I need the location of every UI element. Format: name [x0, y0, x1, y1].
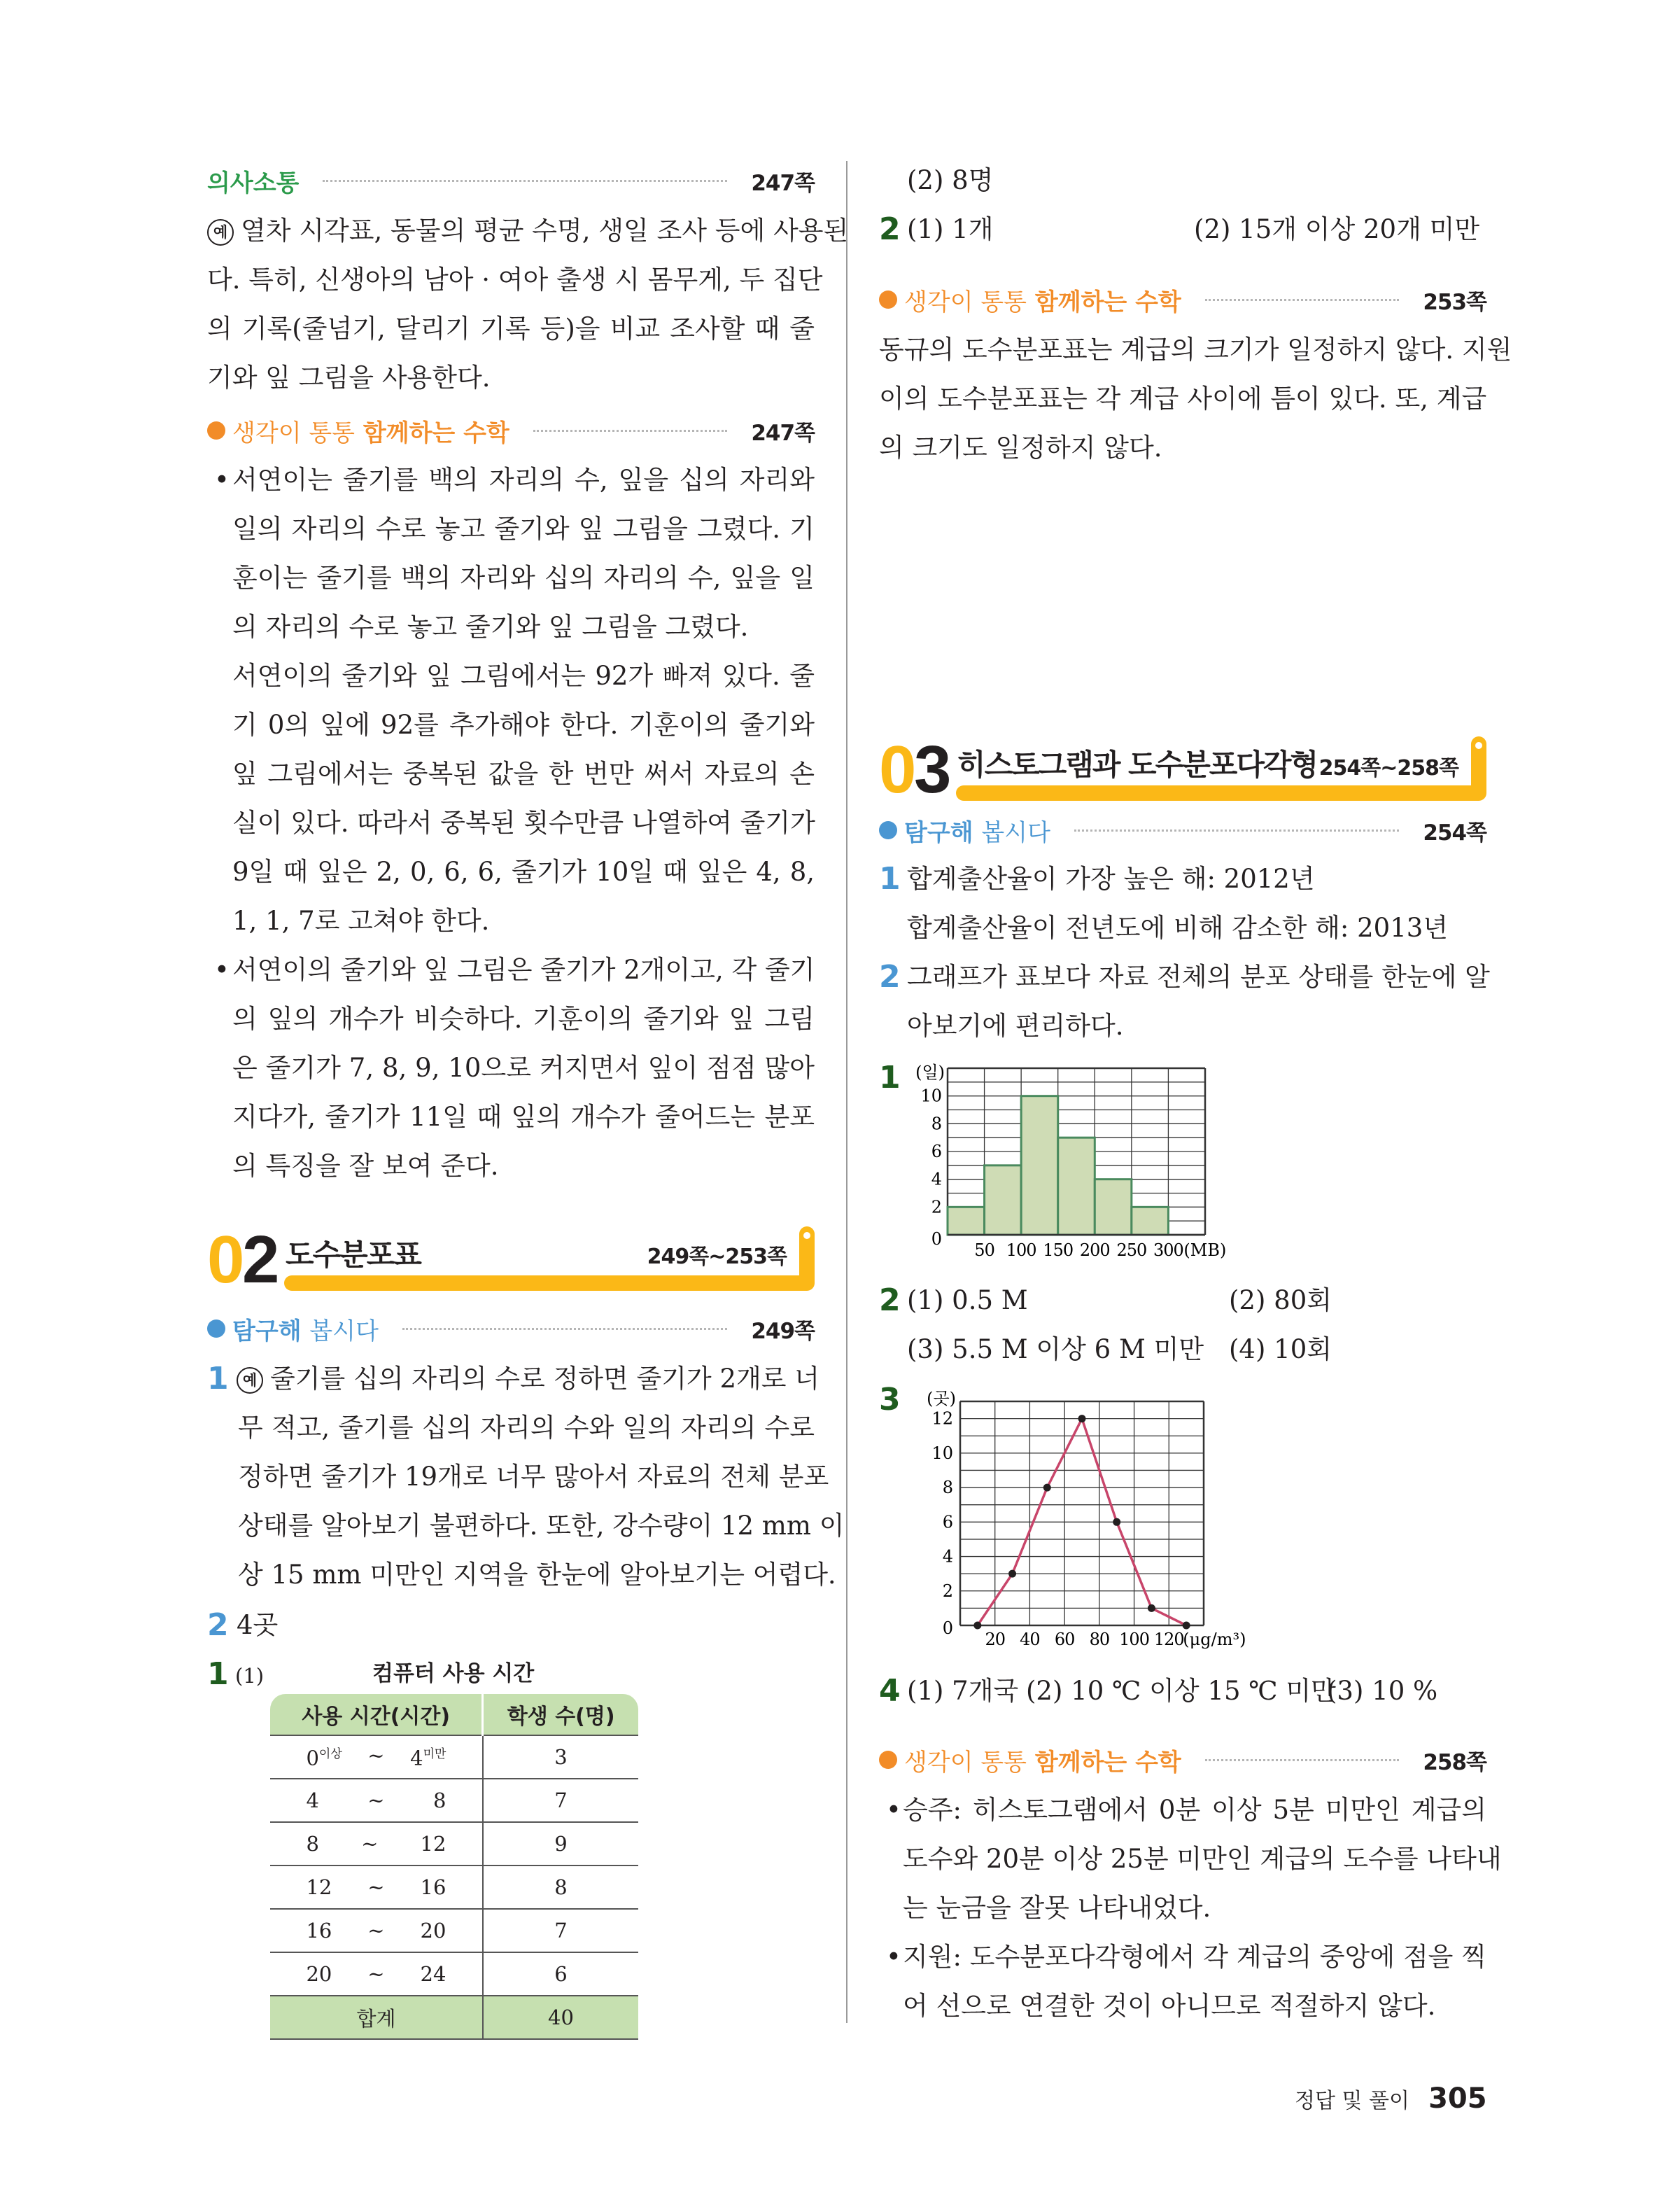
thinking-header: [879, 1742, 1486, 1777]
x-tick-label: 100: [1119, 1630, 1149, 1649]
communication-answer: [207, 206, 849, 402]
total-label: 합계: [270, 1996, 483, 2039]
histogram-bar: [1132, 1207, 1169, 1235]
text-line: 그래프가 표보다 자료 전체의 분포 상태를 한눈에 알: [907, 962, 1490, 992]
answer-text: (1) 7개국: [907, 1676, 1019, 1706]
tilde: ~: [367, 1919, 385, 1942]
total-value: 40: [483, 1996, 638, 2039]
thinking-title-b: 함께하는 수학: [1034, 288, 1181, 316]
data-point: [1008, 1570, 1016, 1578]
y-tick-label: 8: [942, 1478, 953, 1498]
answer-text: (1) 0.5 M: [907, 1285, 1028, 1315]
x-tick-label: 80: [1089, 1630, 1110, 1649]
page-ref: 249쪽: [751, 1318, 815, 1344]
class-from: 12: [306, 1875, 332, 1899]
text-line: 의 특징을 잘 보여 준다.: [232, 1151, 499, 1181]
answer-text: (4) 10회: [1229, 1334, 1332, 1364]
banner-bar: [284, 1275, 815, 1291]
text-line: 아보기에 편리하다.: [907, 1011, 1124, 1041]
explore-q2: [879, 953, 1490, 1051]
data-point: [1113, 1518, 1120, 1526]
section-number: 0: [207, 1222, 241, 1297]
bullet-dot-icon: [879, 821, 897, 839]
x-tick-label: 40: [1020, 1630, 1040, 1649]
text-line: 의 잎의 개수가 비슷하다. 기훈이의 줄기와 잎 그림: [232, 1004, 815, 1034]
answer-text: (2) 10 ℃ 이상 15 ℃ 미만: [1026, 1676, 1336, 1706]
frequency-cell: 7: [483, 1909, 638, 1952]
tilde: ~: [367, 1788, 385, 1812]
text-line: 상 15 mm 미만인 지역을 한눈에 알아보기는 어렵다.: [238, 1560, 836, 1590]
frequency-polygon-chart: [903, 1379, 1281, 1652]
histogram-chart: [903, 1050, 1267, 1267]
x-axis-unit: (MB): [1183, 1240, 1227, 1260]
dotted-leader: [1205, 299, 1400, 301]
y-tick-label: 2: [942, 1581, 953, 1601]
thinking-title-a: 생각이 통통: [904, 288, 1027, 316]
thinking-answer: [879, 1786, 1502, 2031]
y-tick-label: 2: [931, 1197, 942, 1217]
thinking-answer: [879, 326, 1512, 472]
text-line: 어 선으로 연결한 것이 아니므로 적절하지 않다.: [903, 1991, 1436, 2021]
text-line: 서연이는 줄기를 백의 자리의 수, 잎을 십의 자리와: [232, 465, 815, 495]
histogram-bar: [985, 1166, 1022, 1235]
class-to: 8: [433, 1788, 446, 1812]
text-line: 상태를 알아보기 불편하다. 또한, 강수량이 12 mm 이: [238, 1511, 845, 1541]
text-line: 줄기를 십의 자리의 수로 정하면 줄기가 2개로 너: [270, 1364, 820, 1394]
bullet: •: [214, 955, 230, 985]
text-line: 도수와 20분 이상 25분 미만인 계급의 도수를 나타내: [903, 1844, 1502, 1874]
dotted-leader: [533, 430, 728, 432]
page-ref: 247쪽: [751, 170, 815, 196]
exclusive-label: 미만: [423, 1747, 446, 1762]
x-tick-label: 100: [1006, 1240, 1036, 1260]
page-ref: 253쪽: [1423, 289, 1486, 315]
tilde: ~: [361, 1832, 379, 1856]
frequency-cell: 8: [483, 1865, 638, 1909]
tilde: ~: [367, 1962, 385, 1986]
section-title: 도수분포표: [286, 1238, 421, 1272]
bullet: •: [214, 465, 230, 495]
communication-title: 의사소통: [207, 169, 300, 197]
data-point: [1078, 1415, 1086, 1422]
text-line: 의 기록(줄넘기, 달리기 기록 등)을 비교 조사할 때 줄: [207, 314, 815, 344]
question-number: 3: [879, 1382, 901, 1418]
banner-bar: [956, 785, 1486, 801]
page-ref: 254쪽: [1423, 820, 1486, 846]
explore-title-a: 탐구해: [904, 818, 973, 847]
histogram-bar: [1058, 1138, 1095, 1235]
answer-text: (3) 5.5 M 이상 6 M 미만: [907, 1334, 1204, 1364]
text-line: 무 적고, 줄기를 십의 자리의 수와 일의 자리의 수로: [238, 1413, 815, 1443]
text-line: 는 눈금을 잘못 나타내었다.: [903, 1893, 1211, 1923]
question-number: 2: [879, 1282, 901, 1318]
total-row: [270, 1996, 638, 2039]
tilde: ~: [367, 1744, 385, 1768]
answer-text: (2) 8명: [907, 165, 994, 195]
y-tick-label: 10: [931, 1443, 953, 1463]
table-row: [270, 1822, 638, 1865]
x-tick-label: 50: [974, 1240, 994, 1260]
section-02-banner: [207, 1222, 815, 1297]
data-point: [1148, 1604, 1155, 1612]
y-axis-unit: (곳): [927, 1389, 956, 1408]
x-tick-label: 60: [1054, 1630, 1075, 1649]
frequency-cell: 9: [483, 1822, 638, 1865]
question-number: 1: [207, 1361, 229, 1396]
y-tick-label: 6: [942, 1512, 953, 1532]
x-tick-label: 20: [985, 1630, 1005, 1649]
column-divider: [846, 161, 847, 2023]
explore-q1: [207, 1354, 845, 1600]
answer-text: (2) 15개 이상 20개 미만: [1194, 214, 1480, 244]
column-header: 사용 시간(시간): [270, 1694, 483, 1735]
text-line: 지원: 도수분포다각형에서 각 계급의 중앙에 점을 찍: [903, 1942, 1486, 1972]
bullet: •: [886, 1942, 901, 1972]
x-tick-label: 250: [1116, 1240, 1147, 1260]
y-tick-label: 0: [931, 1229, 942, 1249]
page-ref: 258쪽: [1423, 1749, 1486, 1775]
table-row: [270, 1779, 638, 1822]
answer-text: (3) 10 %: [1327, 1676, 1438, 1706]
class-to: 20: [420, 1919, 446, 1942]
banner-hook: [799, 1226, 815, 1291]
thinking-title-b: 함께하는 수학: [1034, 1748, 1181, 1777]
explore-title-a: 탐구해: [232, 1317, 302, 1345]
explore-title-b: 봅시다: [981, 818, 1050, 847]
page-footer: [1295, 2082, 1487, 2115]
class-from: 0: [306, 1746, 319, 1770]
example-mark-icon: 예: [237, 1367, 263, 1394]
histogram-bar: [1095, 1180, 1132, 1235]
frequency-cell: 3: [483, 1735, 638, 1779]
text-line: 다. 특히, 신생아의 남아 · 여아 출생 시 몸무게, 두 집단: [207, 265, 823, 295]
class-to: 16: [420, 1875, 446, 1899]
text-line: 정하면 줄기가 19개로 너무 많아서 자료의 전체 분포: [238, 1462, 829, 1492]
example-mark-icon: 예: [207, 219, 234, 246]
text-line: 기 0의 잎에 92를 추가해야 한다. 기훈이의 줄기와: [232, 710, 815, 740]
answer-text: (2) 80회: [1229, 1285, 1332, 1315]
y-tick-label: 6: [931, 1142, 942, 1161]
bullet-dot-icon: [879, 1751, 897, 1769]
y-tick-label: 4: [942, 1546, 953, 1567]
y-tick-label: 10: [920, 1086, 942, 1106]
frequency-cell: 6: [483, 1952, 638, 1996]
histogram-bar: [1021, 1096, 1058, 1235]
data-point: [1043, 1484, 1051, 1492]
y-axis-unit: (일): [915, 1063, 945, 1082]
class-from: 20: [306, 1962, 332, 1986]
y-tick-label: 0: [942, 1618, 953, 1638]
class-from: 16: [306, 1919, 332, 1942]
text-line: 의 크기도 일정하지 않다.: [879, 433, 1162, 463]
y-tick-label: 12: [931, 1408, 953, 1429]
text-line: 실이 있다. 따라서 중복된 횟수만큼 나열하여 줄기가: [232, 808, 815, 838]
column-header: 학생 수(명): [483, 1694, 638, 1735]
class-to: 4: [410, 1746, 423, 1770]
x-tick-label: 300: [1153, 1240, 1183, 1260]
frequency-cell: 7: [483, 1779, 638, 1822]
table-row: [270, 1909, 638, 1952]
x-tick-label: 120: [1153, 1630, 1184, 1649]
section-number: 2: [242, 1222, 276, 1297]
class-from: 4: [306, 1788, 319, 1812]
class-to: 12: [420, 1832, 446, 1856]
text-line: 일의 자리의 수로 놓고 줄기와 잎 그림을 그렸다. 기: [232, 514, 815, 544]
data-point: [1183, 1622, 1190, 1630]
tilde: ~: [367, 1875, 385, 1899]
bullet-dot-icon: [207, 1320, 225, 1338]
y-tick-label: 4: [931, 1169, 942, 1189]
table-row: [270, 1735, 638, 1779]
text-line: 의 자리의 수로 놓고 줄기와 잎 그림을 그렸다.: [232, 612, 749, 642]
text-line: 1, 1, 7로 고쳐야 한다.: [232, 906, 490, 936]
text-line: 열차 시각표, 동물의 평균 수명, 생일 조사 등에 사용된: [241, 216, 849, 246]
bullet: •: [886, 1795, 901, 1825]
data-point: [973, 1622, 981, 1630]
frequency-table: [270, 1694, 638, 2040]
sub-question-label: (1): [235, 1664, 265, 1688]
section-page-range: 254쪽~258쪽: [1318, 756, 1458, 780]
text-line: 동규의 도수분포표는 계급의 크기가 일정하지 않다. 지원: [879, 335, 1512, 365]
table-title: 컴퓨터 사용 시간: [372, 1661, 535, 1686]
thinking-header: [879, 282, 1486, 317]
section-03-banner: [879, 732, 1486, 807]
thinking-title-a: 생각이 통통: [232, 419, 356, 447]
dotted-leader: [1074, 830, 1399, 832]
dotted-leader: [323, 180, 727, 182]
answer-text: 4곳: [237, 1610, 279, 1640]
x-tick-label: 150: [1043, 1240, 1074, 1260]
table-row: [270, 1952, 638, 1996]
text-line: 9일 때 잎은 2, 0, 6, 6, 줄기가 10일 때 잎은 4, 8,: [232, 857, 815, 887]
page-ref: 247쪽: [751, 420, 815, 446]
section-number: 3: [914, 732, 948, 807]
text-line: 훈이는 줄기를 백의 자리와 십의 자리의 수, 잎을 일: [232, 563, 815, 593]
text-line: 이의 도수분포표는 각 계급 사이에 틈이 있다. 또, 계급: [879, 384, 1487, 414]
text-line: 합계출산율이 가장 높은 해: 2012년: [907, 864, 1315, 894]
text-line: 기와 잎 그림을 사용한다.: [207, 363, 491, 393]
bullet-dot-icon: [207, 421, 225, 440]
explore-q1: [879, 855, 1486, 953]
text-line: 승주: 히스토그램에서 0분 이상 5분 미만인 계급의: [903, 1795, 1486, 1825]
bullet-dot-icon: [879, 290, 897, 309]
text-line: 서연이의 줄기와 잎 그림은 줄기가 2개이고, 각 줄기: [232, 955, 815, 985]
explore-title-b: 봅시다: [309, 1317, 379, 1345]
page-number: 305: [1428, 2082, 1487, 2115]
y-tick-label: 8: [931, 1114, 942, 1134]
thinking-answer: [207, 456, 815, 1191]
text-line: 지다가, 줄기가 11일 때 잎의 개수가 줄어드는 분포: [232, 1102, 815, 1132]
text-line: 서연이의 줄기와 잎 그림에서는 92가 빠져 있다. 줄: [232, 661, 815, 691]
section-title: 히스토그램과 도수분포다각형: [957, 748, 1318, 782]
answer-text: (1) 1개: [907, 214, 994, 244]
histogram-bar: [948, 1207, 985, 1235]
text-line: 잎 그림에서는 중복된 값을 한 번만 써서 자료의 손: [232, 759, 815, 789]
thinking-title-b: 함께하는 수학: [363, 419, 509, 447]
thinking-title-a: 생각이 통통: [904, 1748, 1027, 1777]
section-number: 0: [879, 732, 913, 807]
dotted-leader: [1205, 1759, 1400, 1761]
x-axis-unit: (μg/m³): [1183, 1630, 1246, 1649]
thinking-header: [207, 413, 815, 448]
explore-header: [207, 1311, 815, 1346]
question-number: 4: [879, 1673, 901, 1709]
communication-header: [207, 163, 815, 198]
dotted-leader: [402, 1328, 727, 1330]
explore-header: [879, 813, 1486, 848]
footer-label: 정답 및 풀이: [1295, 2089, 1409, 2113]
question-number: 2: [207, 1607, 229, 1643]
class-to: 24: [420, 1962, 446, 1986]
question-number: 1: [879, 861, 901, 897]
question-number: 1: [207, 1656, 229, 1692]
text-line: 합계출산율이 전년도에 비해 감소한 해: 2013년: [907, 913, 1449, 943]
inclusive-label: 이상: [318, 1747, 342, 1762]
table-row: [270, 1865, 638, 1909]
class-from: 8: [306, 1832, 319, 1856]
section-page-range: 249쪽~253쪽: [647, 1245, 787, 1269]
question-number: 2: [879, 211, 901, 247]
x-tick-label: 200: [1079, 1240, 1110, 1260]
question-number: 2: [879, 959, 901, 995]
banner-hook: [1471, 736, 1486, 801]
question-number: 1: [879, 1060, 901, 1096]
text-line: 은 줄기가 7, 8, 9, 10으로 커지면서 잎이 점점 많아: [232, 1053, 815, 1083]
